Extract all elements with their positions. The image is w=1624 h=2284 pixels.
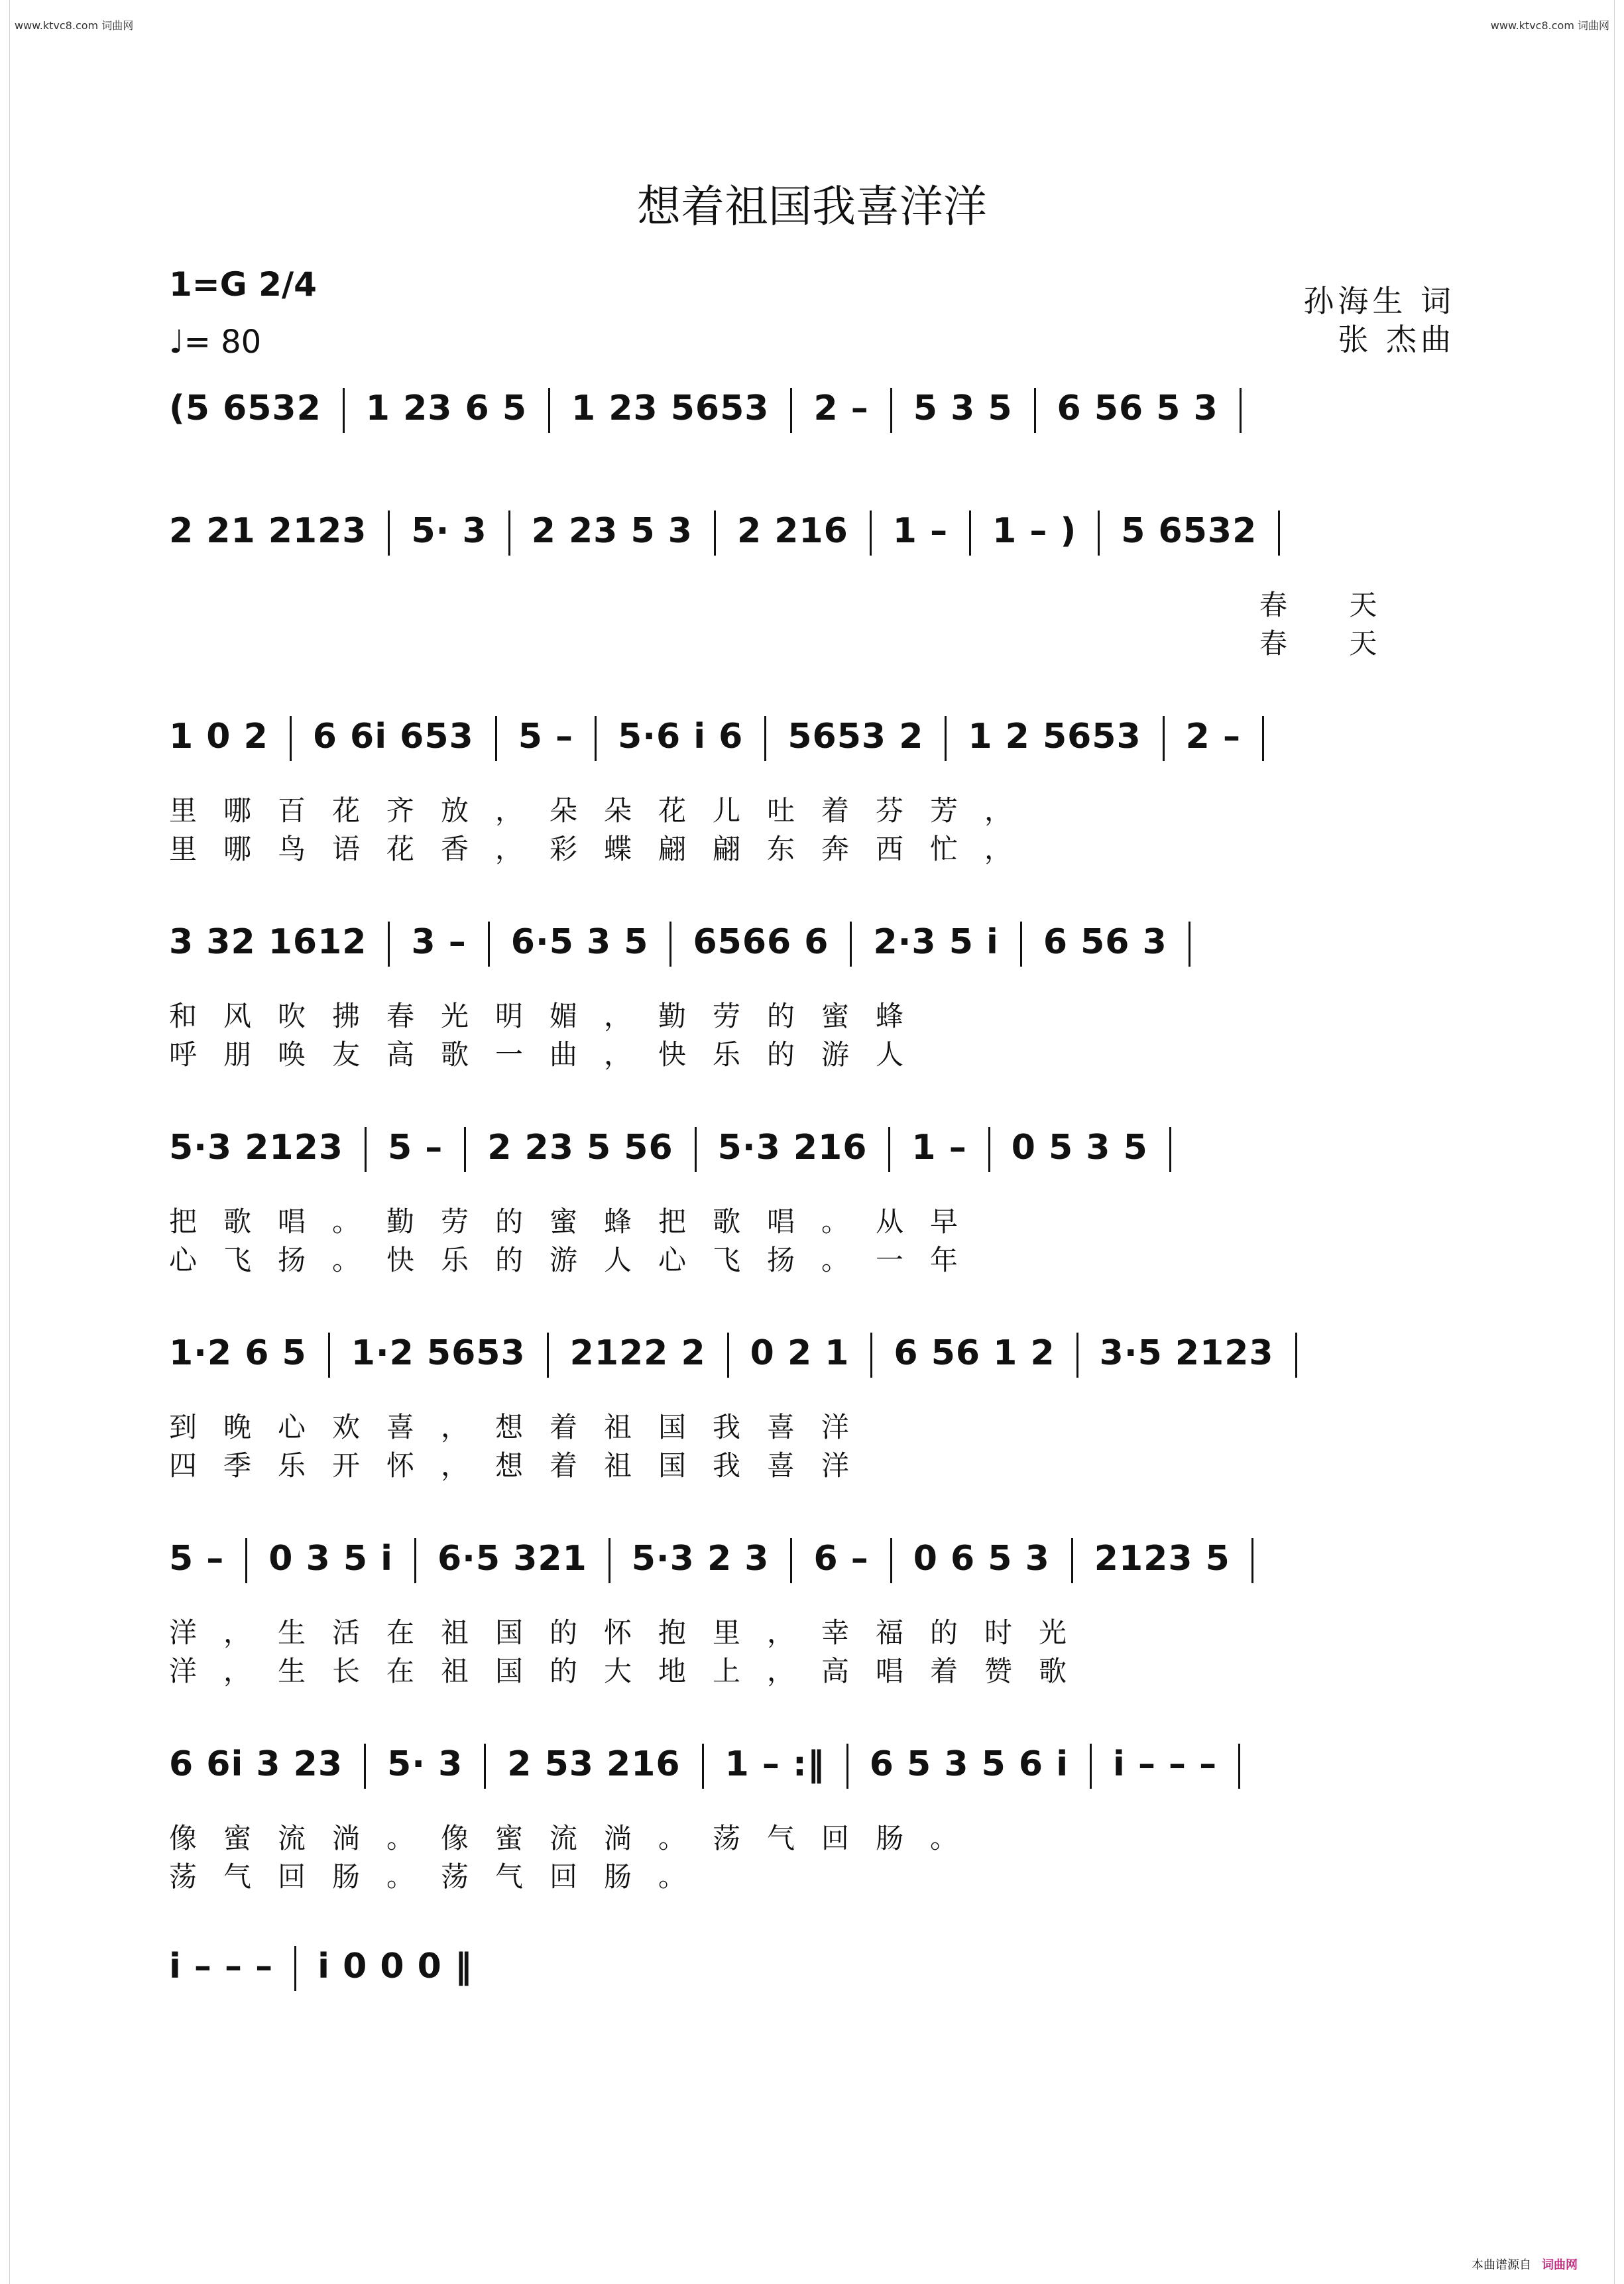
notation-line [169,1538,1275,1583]
lyric-line: 洋，生活在祖国的怀抱里，幸福的时光 [169,1616,1094,1649]
lyric-line: 心飞扬。快乐的游人心飞扬。一年 [169,1244,985,1276]
bar-line [508,511,510,556]
measure: 2 – [1185,717,1241,756]
bar-line [488,922,490,967]
bar-line [1295,1333,1297,1378]
bar-line [890,388,892,433]
bar-line [890,1538,892,1583]
bar-line [1262,716,1264,761]
measure: 3·5 2123 [1099,1333,1274,1373]
bar-line [464,1127,466,1172]
measure: 1 23 5653 [571,389,770,428]
bar-line [702,1744,704,1789]
measure: 0 5 3 5 [1011,1128,1148,1168]
measure: 1 0 2 [169,717,268,756]
bar-line [988,1127,990,1172]
bar-line [245,1538,247,1583]
lyric-line: 把歌唱。勤劳的蜜蜂把歌唱。从早 [169,1205,985,1238]
bar-line [846,1744,848,1789]
bar-line [1090,1744,1092,1789]
lyric-line: 里哪百花齐放，朵朵花儿吐着芬芳， [169,794,1039,827]
lyric-line: 洋，生长在祖国的大地上，高唱着赞歌 [169,1655,1094,1687]
measure: 5· 3 [387,1744,463,1784]
bar-line [1076,1333,1078,1378]
bar-line [328,1333,330,1378]
notation-line [169,1127,1192,1172]
lyric-line: 春 天 [1259,627,1404,660]
measure: 6 56 1 2 [894,1333,1055,1373]
bar-line [414,1538,416,1583]
lyric-line: 四季乐开怀，想着祖国我喜洋 [169,1449,876,1482]
bar-line [484,1744,486,1789]
measure: 5653 2 [787,717,924,756]
measure: 0 6 5 3 [913,1539,1050,1579]
measure: 6 56 3 [1043,922,1167,962]
lyric-line: 呼朋唤友高歌一曲，快乐的游人 [169,1038,931,1071]
measure: 3 – [411,922,467,962]
lyric-line: 里哪鸟语花香，彩蝶翩翩东奔西忙， [169,833,1039,865]
bar-line [290,716,292,761]
measure: 6 – [813,1539,869,1579]
measure: 6 56 5 3 [1057,389,1218,428]
left-border [0,0,10,2284]
measure: 5·3 2123 [169,1128,343,1168]
bar-line [714,511,716,556]
song-title: 想着祖国我喜洋洋 [637,181,987,232]
measure: 6 6i 653 [312,717,474,756]
measure: (5 6532 [169,389,321,428]
measure: 3 32 1612 [169,922,367,962]
footer-brand: 词曲网 [1542,2258,1578,2272]
bar-line [1278,511,1280,556]
bar-line [1251,1538,1253,1583]
measure: 1 – :‖ [725,1744,825,1784]
measure: 1·2 5653 [351,1333,526,1373]
measure: 5·6 i 6 [618,717,744,756]
measure: 5 – [387,1128,443,1168]
bar-line [1240,388,1242,433]
measure: 0 2 1 [750,1333,850,1373]
measure: 2 21 2123 [169,511,367,551]
bar-line [343,388,345,433]
measure: 1·2 6 5 [169,1333,307,1373]
measure: 5 6532 [1121,511,1257,551]
bar-line [695,1127,697,1172]
bar-line [294,1946,296,1991]
bar-line [365,1127,367,1172]
bar-line [548,388,550,433]
notation-line [169,511,1301,556]
bar-line [595,716,597,761]
measure: i – – – [169,1947,274,1986]
bar-line [1034,388,1036,433]
bar-line [1163,716,1165,761]
lyricist-credit: 孙海生 词 [1303,283,1455,319]
measure: 6 5 3 5 6 i [869,1744,1069,1784]
measure: 2 23 5 56 [487,1128,673,1168]
bar-line [790,388,792,433]
bar-line [888,1127,890,1172]
bar-line [495,716,497,761]
bar-line [1238,1744,1240,1789]
bar-line [850,922,852,967]
composer-credit: 张 杰曲 [1338,322,1455,357]
measure: 2·3 5 i [873,922,999,962]
bar-line [1169,1127,1171,1172]
footer-source: 本曲谱源自 [1472,2258,1531,2272]
bar-line [945,716,947,761]
measure: 6·5 3 5 [510,922,649,962]
site-watermark-left: www.ktvc8.com 词曲网 [15,19,134,32]
notation-line [169,1333,1318,1378]
measure: 2122 2 [569,1333,706,1373]
measure: 5·3 216 [717,1128,868,1168]
measure: 1 – ) [992,511,1077,551]
measure: 5 3 5 [913,389,1013,428]
measure: 0 3 5 i [268,1539,393,1579]
measure: 1 23 6 5 [365,389,527,428]
measure: i 0 0 0 ‖ [318,1947,473,1986]
notation-line [169,1946,473,1991]
measure: 6566 6 [693,922,829,962]
key-signature: 1=G 2/4 [169,265,317,304]
lyric-line: 像蜜流淌。像蜜流淌。荡气回肠。 [169,1822,985,1854]
measure: 1 – [892,511,949,551]
bar-line [727,1333,729,1378]
bar-line [609,1538,610,1583]
lyric-line: 荡气回肠。荡气回肠。 [169,1860,713,1893]
measure: 6·5 321 [437,1539,587,1579]
lyric-line: 到晚心欢喜，想着祖国我喜洋 [169,1411,876,1443]
lyric-line: 春 天 [1259,589,1404,621]
bar-line [388,511,390,556]
site-watermark-right: www.ktvc8.com 词曲网 [1490,19,1609,32]
bar-line [364,1744,366,1789]
measure: i – – – [1113,1744,1218,1784]
measure: 2 – [813,389,869,428]
right-border [1614,0,1624,2284]
bar-line [388,922,390,967]
measure: 1 2 5653 [968,717,1141,756]
bar-line [669,922,671,967]
measure: 5·3 2 3 [631,1539,770,1579]
bar-line [764,716,766,761]
measure: 2 53 216 [507,1744,681,1784]
bar-line [1098,511,1100,556]
bar-line [870,1333,872,1378]
bar-line [1189,922,1190,967]
bar-line [969,511,971,556]
measure: 5· 3 [411,511,487,551]
bar-line [870,511,872,556]
bar-line [790,1538,792,1583]
tempo-marking: ♩= 80 [169,324,262,361]
measure: 1 – [911,1128,967,1168]
notation-line [169,922,1212,967]
bar-line [1020,922,1022,967]
measure: 2123 5 [1094,1539,1230,1579]
measure: 5 – [518,717,574,756]
lyric-line: 和风吹拂春光明媚，勤劳的蜜蜂 [169,1000,931,1032]
bar-line [547,1333,549,1378]
measure: 5 – [169,1539,225,1579]
bar-line [1071,1538,1073,1583]
measure: 6 6i 3 23 [169,1744,343,1784]
notation-line [169,388,1263,433]
measure: 2 216 [736,511,848,551]
notation-line [169,716,1285,761]
measure: 2 23 5 3 [531,511,693,551]
notation-line [169,1744,1261,1789]
